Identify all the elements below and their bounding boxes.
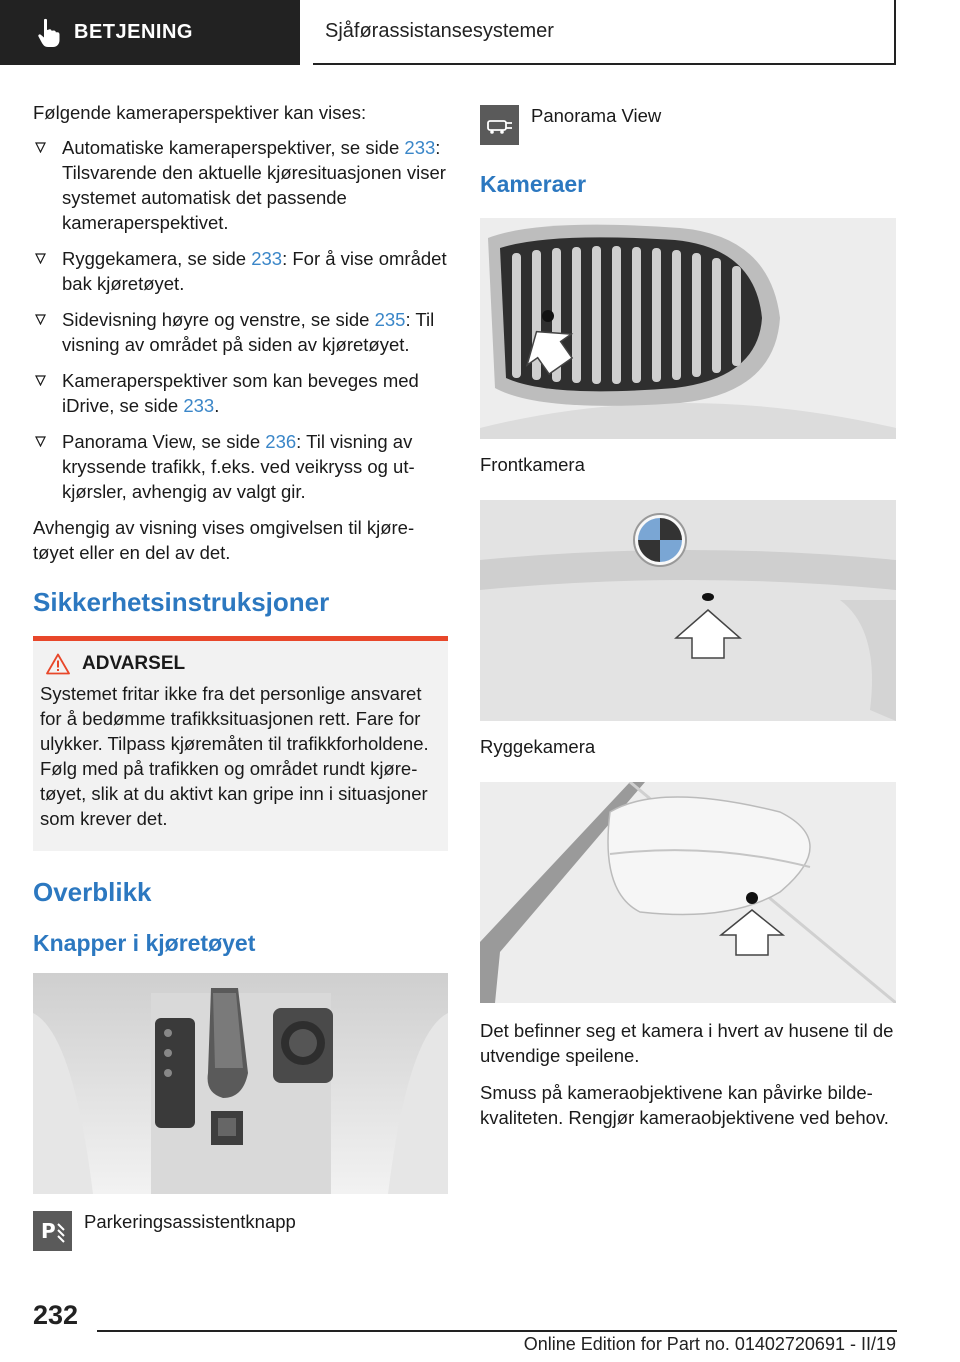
warning-text: Systemet fritar ikke fra det personlige ansvaret for å bedømme trafikksituasjonen rett. Fare for ulykker. Tilpass kjøremåten til trafikkforholdene. Følg med på trafikken og området rundt kjøretøyet, slik at du aktivt kan gripe inn i situasjoner som krever det. — [40, 683, 429, 829]
safety-heading: Sikkerhetsinstruksjoner — [33, 587, 330, 617]
front-camera-photo — [480, 218, 896, 439]
page-link[interactable]: 235 — [374, 309, 406, 330]
page-link[interactable]: 233 — [183, 395, 215, 416]
panorama-view-row — [480, 105, 896, 145]
edition-text: Online Edition for Part no. 01402720691 - II/19 — [523, 1334, 896, 1354]
list-item: Sidevisning høyre og venstre, se side 235: Til visning av området på siden av kjøretøyet. — [33, 307, 448, 357]
triangle-bullet-icon — [35, 142, 46, 153]
svg-text:P: P — [40, 1219, 56, 1243]
side-camera-text: Det befinner seg et kamera i hvert av husene til de utvendige speilene. — [480, 1020, 894, 1066]
intro-text: Følgende kameraperspektiver kan vises: — [33, 102, 367, 123]
rear-camera-caption: Ryggekamera — [480, 736, 596, 757]
warning-triangle-icon — [46, 653, 70, 675]
triangle-bullet-icon — [35, 436, 46, 447]
right-column — [480, 105, 896, 1140]
buttons-heading: Knapper i kjøretøyet — [33, 930, 256, 956]
left-column — [33, 100, 448, 1251]
triangle-bullet-icon — [35, 375, 46, 386]
triangle-bullet-icon — [35, 314, 46, 325]
center-console-photo — [33, 973, 448, 1194]
parking-assistant-label: Parkeringsassistentknapp — [84, 1211, 296, 1232]
page-link[interactable]: 236 — [265, 431, 297, 452]
pointing-hand-icon — [36, 18, 62, 48]
rear-camera-photo — [480, 500, 896, 721]
page-link[interactable]: 233 — [251, 248, 283, 269]
cameras-heading: Kameraer — [480, 171, 587, 197]
parking-button-row — [33, 1211, 448, 1251]
list-item: Ryggekamera, se side 233: For å vise området bak kjøretøyet. — [33, 246, 448, 296]
page-number: 232 — [33, 1300, 79, 1330]
front-camera-caption: Frontkamera — [480, 454, 585, 475]
lens-cleaning-text: Smuss på kameraobjektivene kan påvirke bildekvaliteten. Rengjør kameraobjektivene ved behov. — [480, 1082, 889, 1128]
overview-heading: Overblikk — [33, 877, 152, 907]
list-item: Kameraperspektiver som kan beveges med iDrive, se side 233. — [33, 368, 448, 418]
page-link[interactable]: 233 — [404, 137, 436, 158]
triangle-bullet-icon — [35, 253, 46, 264]
chapter-title: Sjåførassistansesystemer — [313, 0, 896, 65]
warning-box — [33, 641, 448, 851]
panorama-view-icon — [480, 105, 519, 145]
section-title: BETJENING — [74, 21, 193, 43]
footer-rule — [97, 1330, 897, 1332]
warning-title: ADVARSEL — [82, 653, 186, 674]
context-text: Avhengig av visning vises omgivelsen til kjøretøyet eller en del av det. — [33, 517, 415, 563]
parking-assistant-icon — [33, 1211, 72, 1251]
section-tab — [0, 0, 300, 65]
perspective-list — [33, 135, 448, 504]
list-item: Panorama View, se side 236: Til visning av kryssende trafikk, f.eks. ved veikryss og utkjørsler, avhengig av valgt gir. — [33, 429, 448, 504]
side-camera-photo — [480, 782, 896, 1003]
list-item: Automatiske kameraperspektiver, se side 233: Tilsvarende den aktuelle kjøresituasjonen viser systemet automatisk det passende kameraperspektivet. — [33, 135, 448, 235]
panorama-view-label: Panorama View — [531, 105, 662, 126]
